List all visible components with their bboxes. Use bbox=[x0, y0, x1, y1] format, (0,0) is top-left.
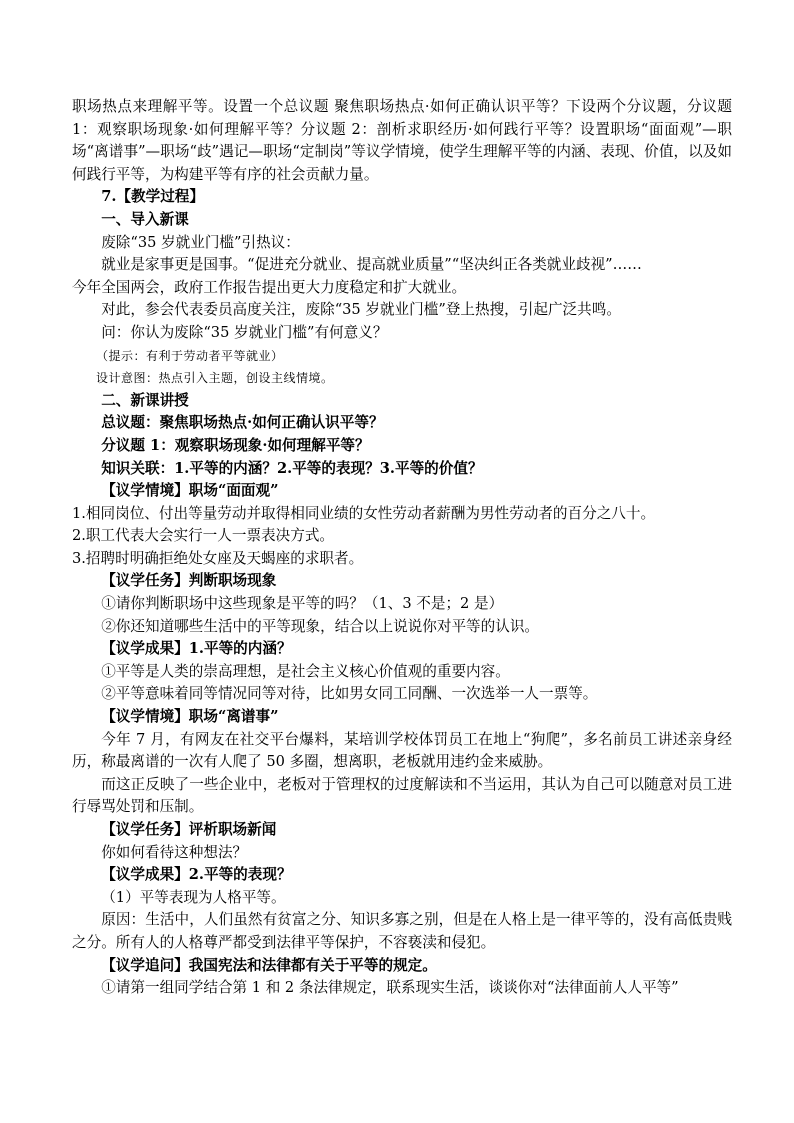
paragraph: 今年 7 月，有网友在社交平台爆料，某培训学校体罚员工在地上“狗爬”，多名前员工讲述亲身经历，称最离谱的一次有人爬了 50 多圈，想离职，老板就用违约金来威胁。 bbox=[72, 730, 732, 771]
heading-new-lesson: 二、新课讲授 bbox=[101, 391, 189, 409]
paragraph: ①请第一组同学结合第 1 和 2 条法律规定，联系现实生活，谈谈你对“法律面前人人平等” bbox=[101, 979, 679, 997]
main-topic: 总议题：聚焦职场热点·如何正确认识平等？ bbox=[101, 414, 384, 432]
paragraph: 就业是家事更是国事。“促进充分就业、提高就业质量”“坚决纠正各类就业歧视”…… bbox=[101, 256, 642, 274]
design-intent-note: 设计意图：热点引入主题，创设主线情境。 bbox=[96, 371, 334, 386]
paragraph: 今年全国两会，政府工作报告提出更大力度稳定和扩大就业。 bbox=[72, 278, 467, 296]
situation-heading: 【议学情境】职场“离谱事” bbox=[101, 708, 279, 726]
paragraph: 对此，参会代表委员高度关注，废除“35 岁就业门槛”登上热搜，引起广泛共鸣。 bbox=[101, 301, 621, 319]
list-item: 1.相同岗位、付出等量劳动并取得相同业绩的女性劳动者薪酬为男性劳动者的百分之八十。 bbox=[72, 504, 656, 522]
list-item: 2.职工代表大会实行一人一票表决方式。 bbox=[72, 527, 335, 545]
situation-heading: 【议学情境】职场“面面观” bbox=[101, 482, 279, 500]
paragraph: 原因：生活中，人们虽然有贫富之分、知识多寡之别，但是在人格上是一律平等的，没有高低贵贱之分。所有人的人格尊严都受到法律平等保护，不容亵渎和侵犯。 bbox=[72, 911, 732, 951]
list-item: ①平等是人类的崇高理想，是社会主义核心价值观的重要内容。 bbox=[101, 662, 510, 680]
question: 问：你认为废除“35 岁就业门槛”有何意义？ bbox=[101, 323, 388, 341]
result-heading: 【议学成果】2.平等的表现？ bbox=[101, 866, 292, 884]
paragraph: 废除“35 岁就业门槛”引热议： bbox=[101, 233, 300, 251]
list-item: ②平等意味着同等情况同等对待，比如男女同工同酬、一次选举一人一票等。 bbox=[101, 685, 598, 703]
heading-lead-in: 一、导入新课 bbox=[101, 210, 189, 228]
follow-up-heading: 【议学追问】我国宪法和法律都有关于平等的规定。 bbox=[101, 956, 437, 974]
list-item: ①请你判断职场中这些现象是平等的吗？（1、3 不是；2 是） bbox=[101, 595, 504, 613]
intro-paragraph: 职场热点来理解平等。设置一个总议题 聚焦职场热点·如何正确认识平等？下设两个分议题，分议题 1：观察职场现象·如何理解平等？分议题 2：剖析求职经历·如何践行平等？设置职场“面面观”—职场“离谱事”—职场“歧”遇记—职场“定制岗”等议学情境，使学生理解平等的内涵、表现、价值，以及如何践行平等，为构建平等有序的社会贡献力量。 bbox=[72, 98, 732, 183]
question: 你如何看待这种想法？ bbox=[101, 843, 248, 861]
result-heading: 【议学成果】1.平等的内涵？ bbox=[101, 640, 292, 658]
section-heading-teaching-process: 7.【教学过程】 bbox=[101, 188, 204, 206]
paragraph: （1）平等表现为人格平等。 bbox=[101, 888, 286, 906]
paragraph: 而这正反映了一些企业中，老板对于管理权的过度解读和不当运用，其认为自己可以随意对员工进行辱骂处罚和压制。 bbox=[72, 775, 732, 816]
task-heading: 【议学任务】评析职场新闻 bbox=[101, 821, 277, 838]
task-heading: 【议学任务】判断职场现象 bbox=[101, 572, 277, 590]
list-item: ②你还知道哪些生活中的平等现象，结合以上说说你对平等的认识。 bbox=[101, 617, 540, 635]
sub-topic-1: 分议题 1：观察职场现象·如何理解平等？ bbox=[101, 436, 370, 454]
knowledge-links: 知识关联：1.平等的内涵？2.平等的表现？3.平等的价值？ bbox=[101, 459, 483, 477]
hint-note: （提示：有利于劳动者平等就业） bbox=[96, 348, 284, 363]
document-body bbox=[72, 96, 732, 1000]
list-item: 3.招聘时明确拒绝处女座及天蝎座的求职者。 bbox=[72, 549, 364, 567]
